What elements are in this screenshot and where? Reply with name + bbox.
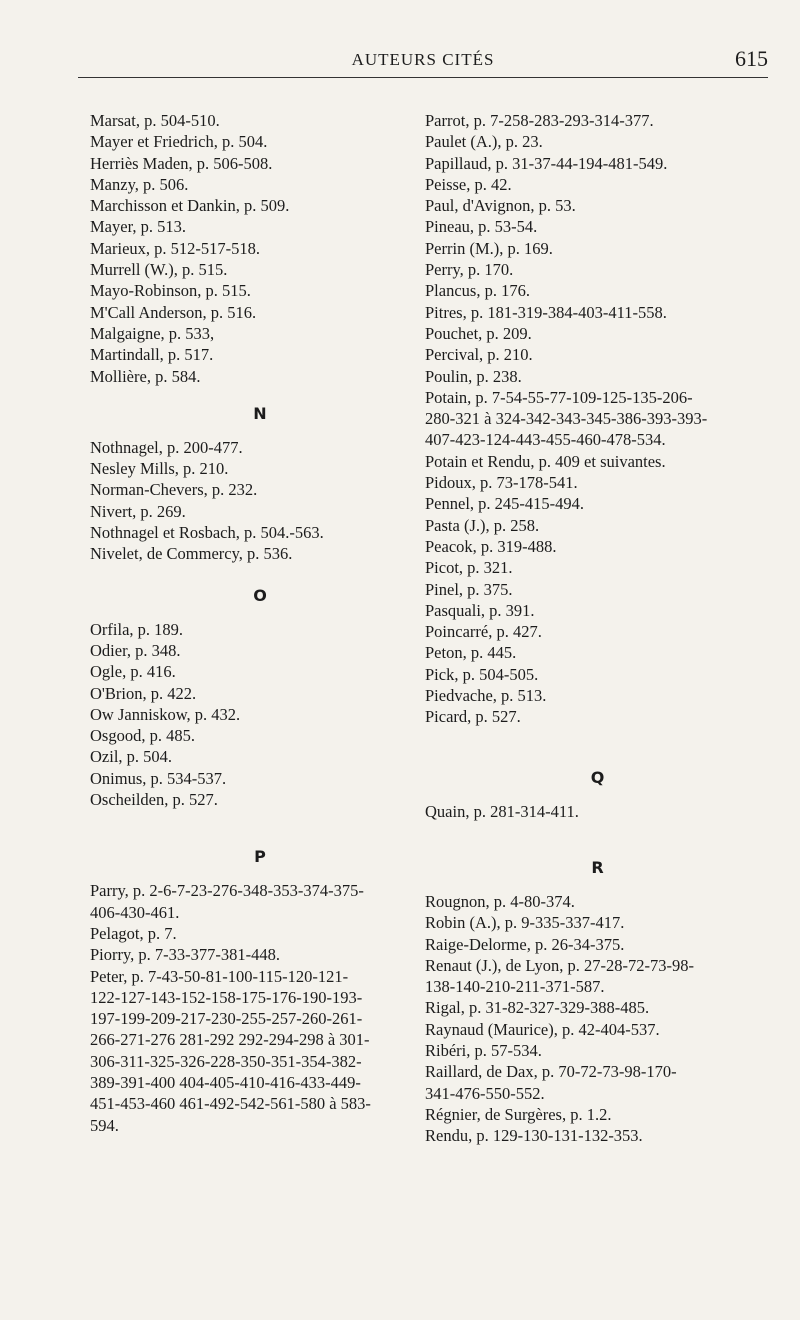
index-entry: Paul, d'Avignon, p. 53. (425, 196, 576, 216)
index-entry: Quain, p. 281-314-411. (425, 801, 579, 821)
index-entry: Percival, p. 210. (425, 345, 533, 365)
index-entry: Orfila, p. 189. (90, 619, 184, 639)
index-entry: Nivert, p. 269. (90, 501, 186, 521)
index-entry: Peton, p. 445. (425, 643, 517, 663)
index-entry: Mayer et Friedrich, p. 504. (90, 132, 268, 152)
index-entry: M'Call Anderson, p. 516. (90, 302, 257, 322)
index-entry: Potain et Rendu, p. 409 et suivantes. (425, 451, 666, 471)
index-entry: Ozil, p. 504. (90, 747, 173, 767)
index-entry: Osgood, p. 485. (90, 726, 195, 746)
index-entry: Pick, p. 504-505. (425, 664, 539, 684)
header-rule (78, 77, 768, 78)
section-letter-n: N (253, 403, 267, 423)
index-entry: Rendu, p. 129-130-131-132-353. (425, 1126, 643, 1146)
index-entry: Rougnon, p. 4-80-374. (425, 891, 575, 911)
page-number: 615 (735, 46, 768, 71)
index-entry: Raige-Delorme, p. 26-34-375. (425, 934, 625, 954)
index-entry: Perrin (M.), p. 169. (425, 238, 553, 258)
left-column (90, 110, 430, 1136)
index-entry: Parrot, p. 7-258-283-293-314-377. (425, 111, 654, 130)
index-entry: Martindall, p. 517. (90, 345, 214, 365)
index-entry: Herriès Maden, p. 506-508. (90, 153, 273, 173)
index-entry: Norman-Chevers, p. 232. (90, 480, 258, 500)
index-entry: Rigal, p. 31-82-327-329-388-485. (425, 998, 650, 1018)
index-entry: Ogle, p. 416. (90, 662, 176, 682)
index-entry: Paulet (A.), p. 23. (425, 132, 543, 152)
index-entry: Nothnagel, p. 200-477. (90, 437, 243, 457)
index-entry: Pinel, p. 375. (425, 579, 513, 599)
index-entry: Pelagot, p. 7. (90, 923, 177, 943)
index-entry: Papillaud, p. 31-37-44-194-481-549. (425, 153, 668, 173)
index-entry: Poulin, p. 238. (425, 366, 522, 386)
right-column (425, 110, 770, 1146)
index-entry: Picot, p. 321. (425, 558, 513, 578)
index-entry: Mayer, p. 513. (90, 217, 187, 237)
index-entry: Murrell (W.), p. 515. (90, 260, 228, 280)
index-entry: Onimus, p. 534-537. (90, 768, 227, 788)
index-entry: Pasquali, p. 391. (425, 600, 535, 620)
index-entry: Pidoux, p. 73-178-541. (425, 473, 578, 493)
index-entry: Pineau, p. 53-54. (425, 217, 538, 237)
index-entry: Pennel, p. 245-415-494. (425, 494, 585, 514)
index-entry: Ribéri, p. 57-534. (425, 1040, 542, 1060)
index-entry: Piedvache, p. 513. (425, 686, 547, 706)
index-entry: Robin (A.), p. 9-335-337-417. (425, 913, 625, 933)
section-letter-o: O (253, 585, 267, 605)
index-entry: Peter, p. 7-43-50-81-100-115-120-121- 122-127-143-152-158-175-176-190-193- 197-199-209-217-230-255-257-260-261- 266-271-276 281-292 292-294-298 à 301- 306-311-325-326-228-350-351-354-382- 389-391-400 404-405-410-416-433-449- 451-453-460 461-492-542-561-580 à 583- 594. (90, 966, 371, 1135)
index-entry: Renaut (J.), de Lyon, p. 27-28-72-73-98- 138-140-210-211-371-587. (425, 955, 694, 997)
index-entry: Pasta (J.), p. 258. (425, 515, 540, 535)
index-entry: Nivelet, de Commercy, p. 536. (90, 544, 293, 564)
index-entry: Ow Janniskow, p. 432. (90, 704, 241, 724)
index-entry: Manzy, p. 506. (90, 174, 189, 194)
index-entry: Marchisson et Dankin, p. 509. (90, 196, 290, 216)
index-entry: Peacok, p. 319-488. (425, 536, 557, 556)
index-entry: Odier, p. 348. (90, 640, 181, 660)
index-entry: Pouchet, p. 209. (425, 323, 532, 343)
index-entry: Plancus, p. 176. (425, 281, 530, 301)
index-entry: Potain, p. 7-54-55-77-109-125-135-206- 280-321 à 324-342-343-345-386-393-393- 407-423-124-443-455-460-478-534. (425, 387, 708, 450)
index-entry: Malgaigne, p. 533, (90, 323, 215, 343)
index-entry: O'Brion, p. 422. (90, 683, 197, 703)
section-letter-q: Q (590, 767, 605, 787)
index-entry: Marsat, p. 504-510. (90, 111, 220, 130)
running-title: AUTEURS CITÉS (351, 50, 495, 69)
index-entry: Raillard, de Dax, p. 70-72-73-98-170- 341-476-550-552. (425, 1062, 677, 1103)
index-entry: Mollière, p. 584. (90, 366, 201, 386)
index-entry: Régnier, de Surgères, p. 1.2. (425, 1104, 612, 1124)
index-entry: Mayo-Robinson, p. 515. (90, 281, 251, 301)
index-entry: Marieux, p. 512-517-518. (90, 238, 261, 258)
index-entry: Pitres, p. 181-319-384-403-411-558. (425, 302, 667, 322)
index-entry: Nothnagel et Rosbach, p. 504.-563. (90, 523, 324, 543)
index-entry: Oscheilden, p. 527. (90, 790, 218, 810)
index-entry: Perry, p. 170. (425, 260, 514, 280)
index-entry: Parry, p. 2-6-7-23-276-348-353-374-375- 406-430-461. (90, 881, 364, 922)
index-entry: Nesley Mills, p. 210. (90, 459, 229, 479)
section-letter-p: P (254, 847, 266, 867)
index-entry: Picard, p. 527. (425, 707, 521, 727)
index-entry: Piorry, p. 7-33-377-381-448. (90, 945, 281, 965)
section-letter-r: R (591, 857, 604, 877)
page-header (78, 44, 768, 84)
index-entry: Poincarré, p. 427. (425, 622, 542, 642)
index-entry: Raynaud (Maurice), p. 42-404-537. (425, 1019, 660, 1039)
index-entry: Peisse, p. 42. (425, 174, 512, 194)
